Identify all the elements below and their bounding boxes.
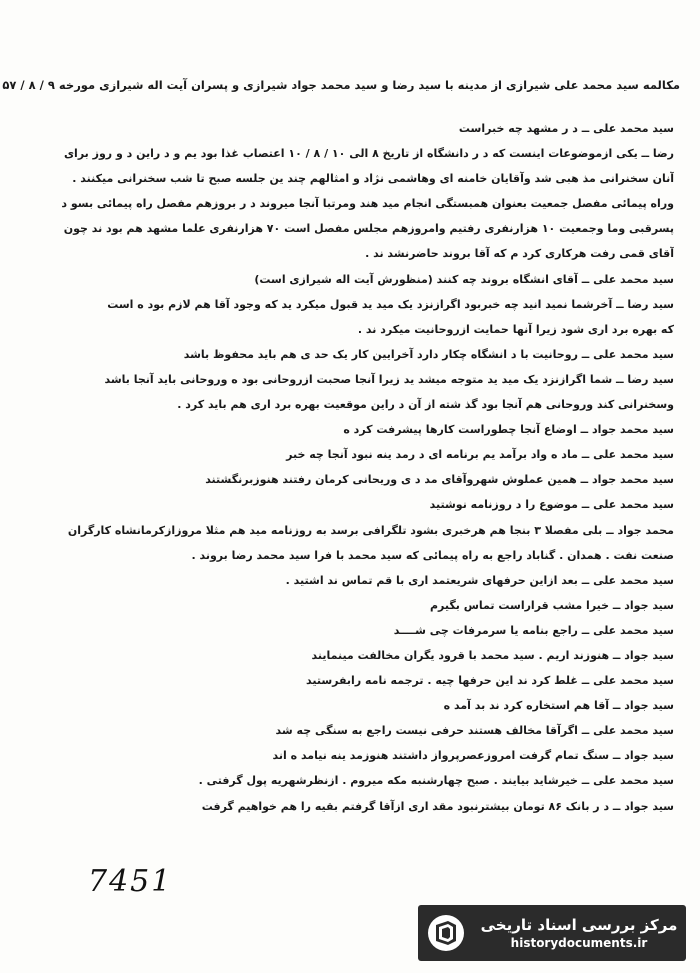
transcript-line: سید محمد جواد ــ همین عملوش شهروآقای مد د ی وریحانی کرمان رفتند هنوزبرنگشتند: [205, 473, 674, 487]
transcript-line: پسرقبی وما وجمعیت ۱۰ هزارنفری رفتیم وامروزهم مجلس مفصل است ۷۰ هزارنفری علما مشهد هم بود ند چون: [63, 222, 674, 236]
transcript-line: رضا ــ یکی ازموضوعات اینست که د ر دانشگاه از تاریخ ۸ الی ۱۰ / ۸ / ۱۰ اعتصاب غذا بود یم و د راین د و روز برای: [63, 147, 674, 161]
watermark-text: [472, 916, 686, 950]
transcript-line: سید محمد علی ــ بعد ازاین حرفهای شریعتمد اری با قم تماس ند اشتید .: [285, 573, 674, 587]
watermark-org-name: مرکز بررسی اسناد تاریخی: [480, 916, 678, 934]
transcript-line: سید محمد علی ــ موضوع را د روزنامه نوشتید: [429, 498, 674, 512]
document-heading: مکالمه سید محمد علی شیرازی از مدینه با سید رضا و سید محمد جواد شیرازی و پسران آیت اله شیرازی مورخه ۹ / ۸ / ۵۷: [2, 78, 680, 92]
transcript-line: سید محمد علی ــ غلط کرد ند این حرفها چیه . ترجمه نامه رابفرستید: [306, 674, 674, 688]
transcript-line: سید رضا ــ شما اگرازنزد یک مید ید متوجه میشد ید زیرا آنجا صحبت ازروحانی بود ه وروحانی باید آنجا باشد: [104, 372, 674, 386]
transcript-line: سید محمد علی ــ ماد ه واد برآمد یم برنامه ای د رمد ینه نبود آنجا چه خبر: [286, 448, 674, 462]
transcript-line: سید جواد ــ سنگ تمام گرفت امروزعصرپرواز داشتند هنوزمد ینه نیامد ه اند: [272, 749, 674, 763]
transcript-line: سید جواد ــ خیرا مشب قراراست تماس بگیرم: [429, 598, 674, 612]
transcript-line: سید جواد ــ د ر بانک ۸۶ تومان بیشترنبود مقد اری ازآقا گرفتم بقیه را هم خواهیم گرفت: [201, 799, 674, 813]
transcript-line: سید جواد ــ آقا هم استخاره کرد ند بد آمد ه: [443, 699, 674, 713]
transcript-line: وراه پیمائی مفصل جمعیت بعنوان همبستگی انجام مید هند ومرتبا آنجا میروند د ر بروزهم مفصل راه پیمائی بسو د: [61, 197, 674, 211]
transcript-line: سید رضا ــ آخرشما نمید انید چه خبربود اگرازنزد یک مید ید قبول میکرد ید که وجود آقا هم لازم بود ه است: [107, 297, 674, 311]
transcript-line: صنعت نفت . همدان . گناباد راجع به راه پیمائی که سید محمد با فرا سید محمد رضا بروند .: [191, 548, 674, 562]
transcript-line: آقای قمی رفت هرکاری کرد م که آقا بروند حاضرنشد ند .: [365, 247, 674, 261]
transcript-line: آنان سخنرانی مذ هبی شد وآقایان خامنه ای وهاشمی نژاد و امثالهم چند ین جلسه صبح تا شب سخنرانی میکنند .: [72, 172, 674, 186]
transcript-line: که بهره برد اری شود زیرا آنها حمایت ازروحانیت میکرد ند .: [357, 322, 674, 336]
archive-logo-icon: [426, 913, 466, 953]
transcript-line: سید محمد جواد ــ اوضاع آنجا چطوراست کارها پیشرفت کرد ه: [343, 423, 674, 437]
watermark: [418, 905, 686, 961]
transcript: [36, 116, 674, 819]
handwritten-number: 7451: [88, 864, 173, 899]
transcript-line: محمد جواد ــ بلی مفصلا ۳ بنجا هم هرخبری بشود تلگرافی برسد به روزنامه مید هم مثلا مروزازکرمانشاه کارگران: [67, 523, 674, 537]
transcript-line: سید محمد علی ــ د ر مشهد چه خبراست: [458, 122, 674, 135]
transcript-line: وسخنرانی کند وروحانی هم آنجا بود گذ شته از آن د راین موقعیت بهره برد اری هم باید کرد .: [177, 398, 674, 412]
transcript-line: سید محمد علی ــ اگرآقا مخالف هستند حرفی نیست راجع به سنگی چه شد: [275, 724, 674, 738]
transcript-line: سید جواد ــ هنوزند اریم . سید محمد با قرود یگران مخالفت مینمایند: [311, 648, 674, 662]
watermark-site: historydocuments.ir: [510, 936, 648, 950]
transcript-line: سید محمد علی ــ خیرشاید بیایند . صبح چهارشنبه مکه میروم . ازنظرشهریه پول گرفتی .: [198, 774, 674, 788]
transcript-line: سید محمد علی ــ آقای انشگاه بروند چه کنند (منظورش آیت اله شیرازی است): [254, 272, 674, 286]
transcript-line: سید محمد علی ــ روحانیت با د انشگاه چکار دارد آخرایین کار یک حد ی هم باید محفوظ باشد: [183, 347, 674, 361]
transcript-line: سید محمد علی ــ راجع بنامه یا سرمرفات چی شــــد: [393, 623, 674, 637]
